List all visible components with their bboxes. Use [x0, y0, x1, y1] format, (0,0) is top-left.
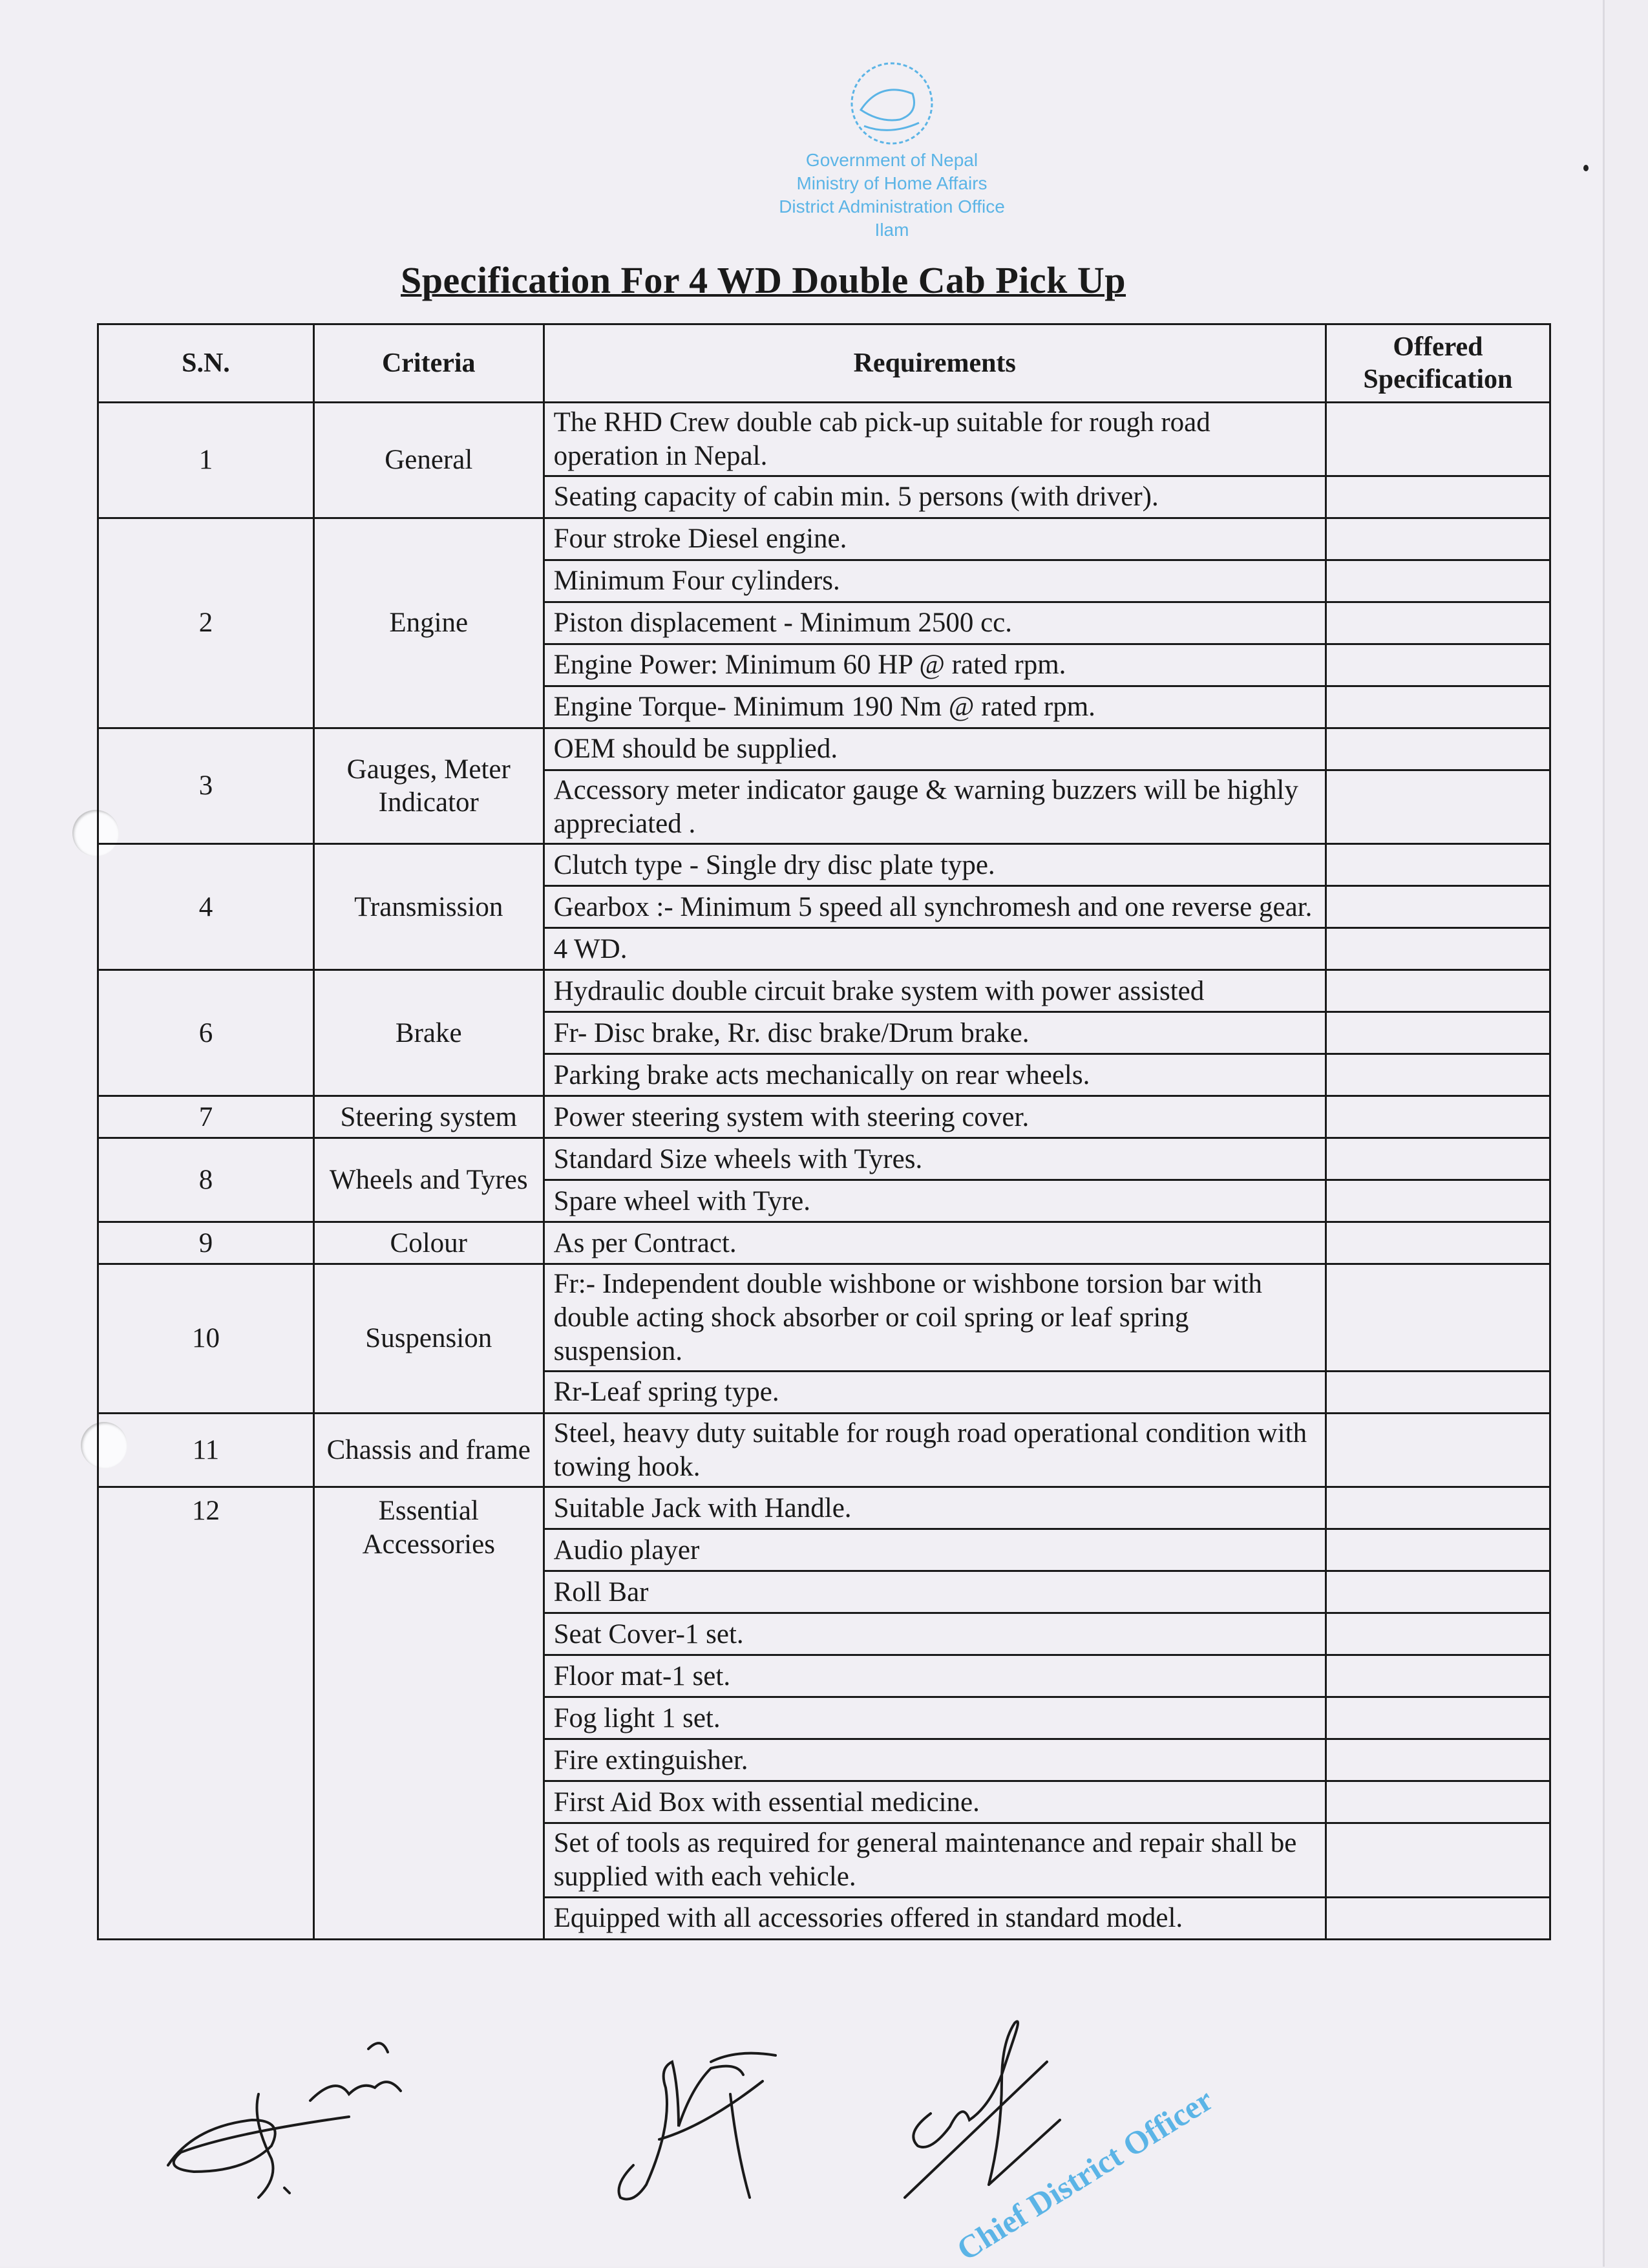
- sn-cell: 11: [98, 1414, 314, 1487]
- requirement-cell: Standard Size wheels with Tyres.: [544, 1138, 1326, 1180]
- office-seal-text: [724, 149, 1060, 242]
- sn-cell: 2: [98, 518, 314, 728]
- criteria-cell: Engine: [313, 518, 544, 728]
- offered-specification-cell[interactable]: [1326, 602, 1550, 644]
- requirement-cell: Fire extinguisher.: [544, 1739, 1326, 1781]
- requirement-cell: Hydraulic double circuit brake system with power assisted: [544, 970, 1326, 1012]
- table-row: [98, 1414, 1550, 1487]
- requirement-cell: Spare wheel with Tyre.: [544, 1180, 1326, 1222]
- requirement-cell: OEM should be supplied.: [544, 728, 1326, 770]
- stamp-line: District Administration Office: [779, 196, 1005, 217]
- stamp-line: Ministry of Home Affairs: [796, 173, 988, 193]
- offered-specification-cell[interactable]: [1326, 1012, 1550, 1054]
- offered-specification-cell[interactable]: [1326, 728, 1550, 770]
- specification-table: [97, 323, 1551, 1940]
- offered-specification-cell[interactable]: [1326, 518, 1550, 560]
- offered-specification-cell[interactable]: [1326, 1613, 1550, 1655]
- offered-specification-cell[interactable]: [1326, 1372, 1550, 1414]
- requirement-cell: Steel, heavy duty suitable for rough road operational condition with towing hook.: [544, 1414, 1326, 1487]
- requirement-cell: Accessory meter indicator gauge & warning buzzers will be highly appreciated .: [544, 770, 1326, 844]
- offered-specification-cell[interactable]: [1326, 1138, 1550, 1180]
- sn-cell: 4: [98, 844, 314, 970]
- stamp-line: Ilam: [874, 220, 909, 240]
- header-sn: S.N.: [98, 324, 314, 403]
- table-row: [98, 1487, 1550, 1529]
- offered-specification-cell[interactable]: [1326, 970, 1550, 1012]
- offered-specification-cell[interactable]: [1326, 560, 1550, 602]
- requirement-cell: First Aid Box with essential medicine.: [544, 1781, 1326, 1823]
- requirement-cell: Seating capacity of cabin min. 5 persons (with driver).: [544, 476, 1326, 518]
- table-row: [98, 970, 1550, 1012]
- offered-specification-cell[interactable]: [1326, 1781, 1550, 1823]
- sn-cell: 9: [98, 1222, 314, 1264]
- offered-specification-cell[interactable]: [1326, 1180, 1550, 1222]
- offered-specification-cell[interactable]: [1326, 1823, 1550, 1897]
- offered-specification-cell[interactable]: [1326, 1697, 1550, 1739]
- requirement-cell: Fr:- Independent double wishbone or wishbone torsion bar with double acting shock absorber or coil spring or leaf spring suspension.: [544, 1264, 1326, 1372]
- criteria-cell: Transmission: [313, 844, 544, 970]
- criteria-cell: Suspension: [313, 1264, 544, 1414]
- requirement-cell: Audio player: [544, 1529, 1326, 1571]
- offered-specification-cell[interactable]: [1326, 1739, 1550, 1781]
- offered-specification-cell[interactable]: [1326, 1222, 1550, 1264]
- signature-1: [155, 2023, 465, 2217]
- offered-specification-cell[interactable]: [1326, 1054, 1550, 1096]
- chief-district-officer-stamp: Chief District Officer: [950, 2081, 1220, 2268]
- header-offered: Offered Specification: [1326, 324, 1550, 403]
- offered-specification-cell[interactable]: [1326, 1897, 1550, 1939]
- offered-specification-cell[interactable]: [1326, 1414, 1550, 1487]
- offered-specification-cell[interactable]: [1326, 844, 1550, 886]
- requirement-cell: Fr- Disc brake, Rr. disc brake/Drum brake.: [544, 1012, 1326, 1054]
- sn-cell: 6: [98, 970, 314, 1096]
- sn-cell: 12: [98, 1487, 314, 1939]
- header-criteria: Criteria: [313, 324, 544, 403]
- requirement-cell: Fog light 1 set.: [544, 1697, 1326, 1739]
- table-header-row: [98, 324, 1550, 403]
- requirement-cell: The RHD Crew double cab pick-up suitable for rough road operation in Nepal.: [544, 403, 1326, 476]
- table-row: [98, 1138, 1550, 1180]
- criteria-cell: Gauges, Meter Indicator: [313, 728, 544, 844]
- offered-specification-cell[interactable]: [1326, 476, 1550, 518]
- criteria-cell: Colour: [313, 1222, 544, 1264]
- criteria-cell: Wheels and Tyres: [313, 1138, 544, 1222]
- requirement-cell: Engine Power: Minimum 60 HP @ rated rpm.: [544, 644, 1326, 686]
- page-title: Specification For 4 WD Double Cab Pick Up: [401, 259, 1126, 301]
- offered-specification-cell[interactable]: [1326, 644, 1550, 686]
- criteria-cell: Essential Accessories: [313, 1487, 544, 1939]
- criteria-cell: Brake: [313, 970, 544, 1096]
- requirement-cell: Rr-Leaf spring type.: [544, 1372, 1326, 1414]
- stamp-line: Government of Nepal: [805, 150, 978, 170]
- criteria-cell: Steering system: [313, 1096, 544, 1138]
- offered-specification-cell[interactable]: [1326, 928, 1550, 970]
- requirement-cell: As per Contract.: [544, 1222, 1326, 1264]
- table-row: [98, 728, 1550, 770]
- requirement-cell: Clutch type - Single dry disc plate type.: [544, 844, 1326, 886]
- table-body: [98, 403, 1550, 1940]
- offered-specification-cell[interactable]: [1326, 686, 1550, 728]
- signature-2: [595, 2010, 814, 2217]
- sn-cell: 3: [98, 728, 314, 844]
- offered-specification-cell[interactable]: [1326, 1655, 1550, 1697]
- header-requirements: Requirements: [544, 324, 1326, 403]
- requirement-cell: Parking brake acts mechanically on rear wheels.: [544, 1054, 1326, 1096]
- table-row: [98, 844, 1550, 886]
- sn-cell: 1: [98, 403, 314, 518]
- sn-cell: 10: [98, 1264, 314, 1414]
- table-row: [98, 518, 1550, 560]
- offered-specification-cell[interactable]: [1326, 770, 1550, 844]
- offered-specification-cell[interactable]: [1326, 1264, 1550, 1372]
- criteria-cell: General: [313, 403, 544, 518]
- offered-specification-cell[interactable]: [1326, 1487, 1550, 1529]
- requirement-cell: Seat Cover-1 set.: [544, 1613, 1326, 1655]
- sn-cell: 8: [98, 1138, 314, 1222]
- requirement-cell: Four stroke Diesel engine.: [544, 518, 1326, 560]
- sn-cell: 7: [98, 1096, 314, 1138]
- table-row: [98, 1222, 1550, 1264]
- offered-specification-cell[interactable]: [1326, 403, 1550, 476]
- offered-specification-cell[interactable]: [1326, 886, 1550, 928]
- requirement-cell: 4 WD.: [544, 928, 1326, 970]
- requirement-cell: Power steering system with steering cover.: [544, 1096, 1326, 1138]
- offered-specification-cell[interactable]: [1326, 1571, 1550, 1613]
- requirement-cell: Minimum Four cylinders.: [544, 560, 1326, 602]
- requirement-cell: Roll Bar: [544, 1571, 1326, 1613]
- requirement-cell: Gearbox :- Minimum 5 speed all synchromesh and one reverse gear.: [544, 886, 1326, 928]
- offered-specification-cell[interactable]: [1326, 1096, 1550, 1138]
- offered-specification-cell[interactable]: [1326, 1529, 1550, 1571]
- requirement-cell: Suitable Jack with Handle.: [544, 1487, 1326, 1529]
- requirement-cell: Engine Torque- Minimum 190 Nm @ rated rpm.: [544, 686, 1326, 728]
- table-row: [98, 1264, 1550, 1372]
- criteria-cell: Chassis and frame: [313, 1414, 544, 1487]
- requirement-cell: Equipped with all accessories offered in standard model.: [544, 1897, 1326, 1939]
- table-row: [98, 1096, 1550, 1138]
- requirement-cell: Floor mat-1 set.: [544, 1655, 1326, 1697]
- requirement-cell: Set of tools as required for general maintenance and repair shall be supplied with each vehicle.: [544, 1823, 1326, 1897]
- table-row: [98, 403, 1550, 476]
- requirement-cell: Piston displacement - Minimum 2500 cc.: [544, 602, 1326, 644]
